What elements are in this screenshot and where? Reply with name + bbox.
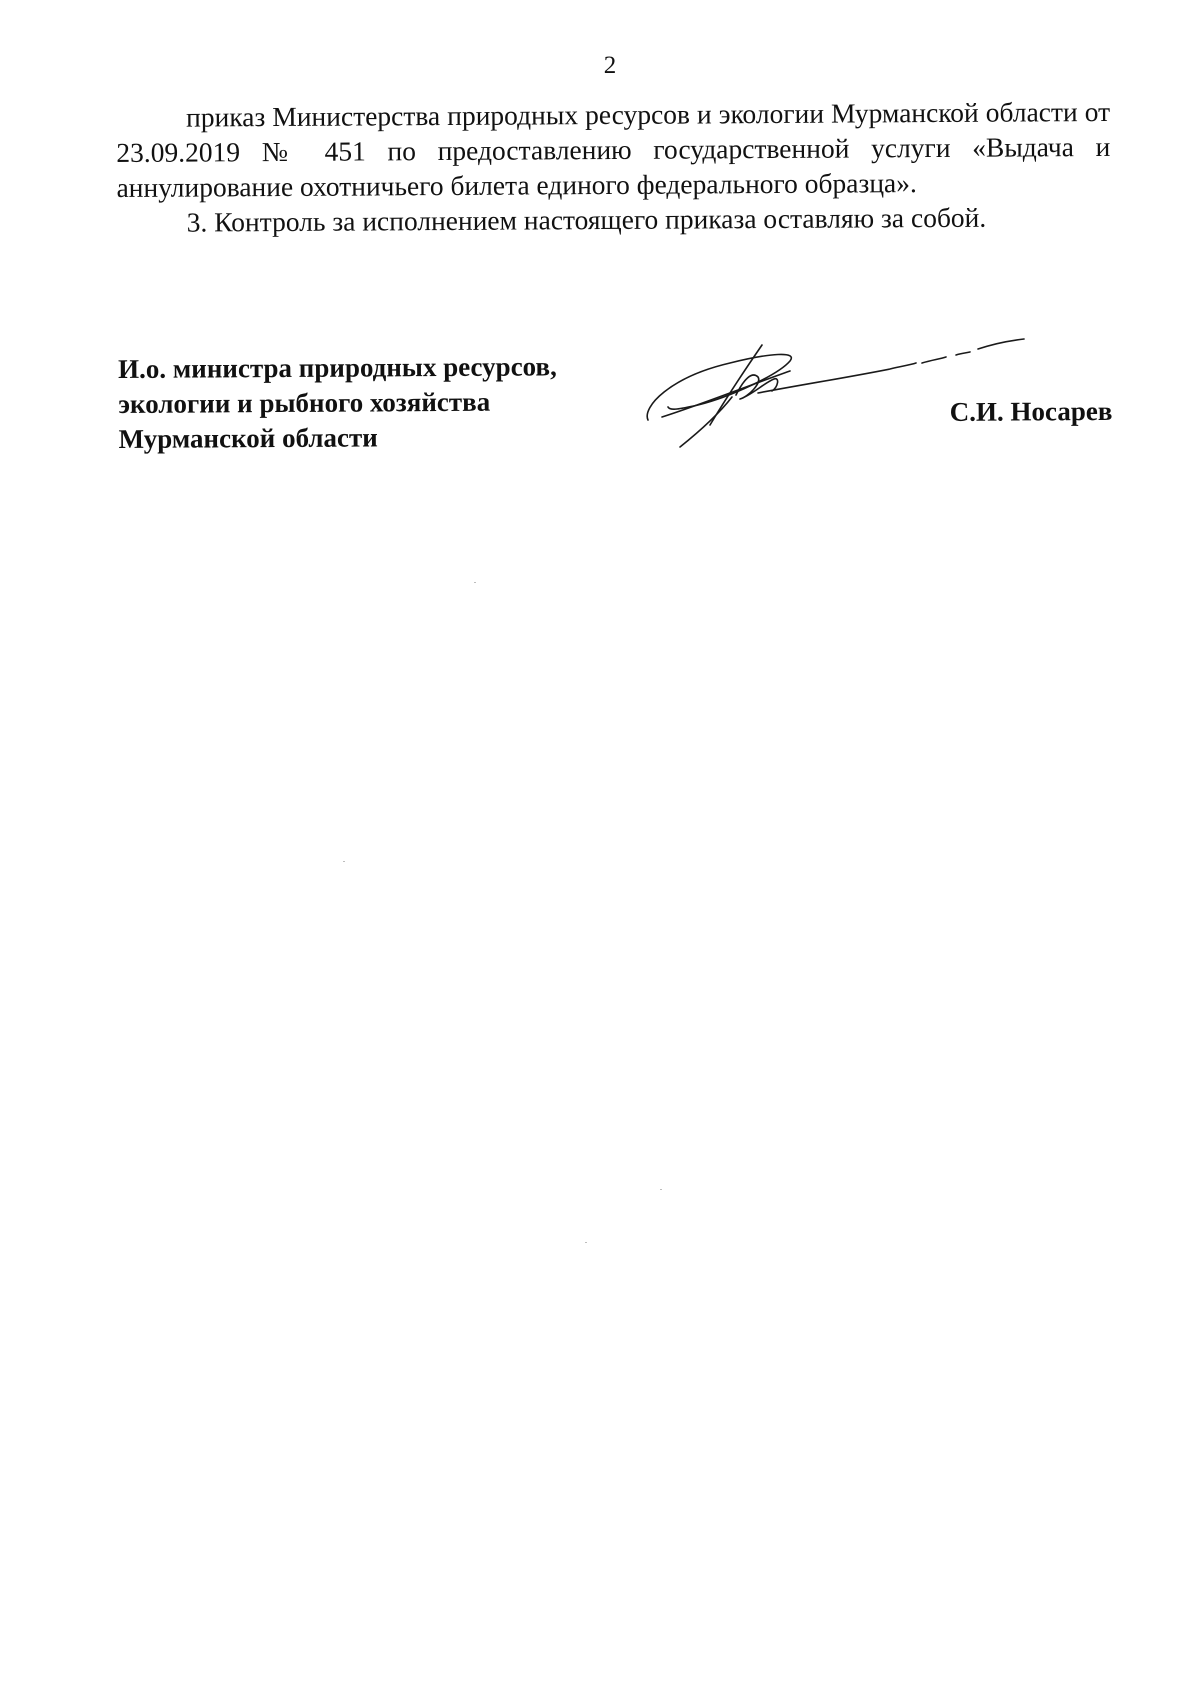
position-line-3: Мурманской области bbox=[118, 422, 378, 454]
scan-artifact bbox=[474, 582, 476, 583]
scan-artifact bbox=[660, 1189, 662, 1190]
paragraph-control-clause: 3. Контроль за исполнением настоящего приказа оставляю за собой. bbox=[186, 201, 987, 238]
position-line-2: экологии и рыбного хозяйства bbox=[118, 386, 491, 419]
document-body bbox=[116, 94, 1111, 240]
signatory-position bbox=[118, 349, 557, 457]
paragraph-order-reference: приказ Министерства природных ресурсов и экологии Мурманской области от 23.09.2019 № 451 по предоставлению государственной услуги «Выдача и аннулирование охотничьего билета единого федерального образца». bbox=[116, 95, 1111, 203]
scan-artifact bbox=[585, 1242, 587, 1243]
handwritten-signature bbox=[640, 335, 1060, 455]
position-line-1: И.о. министра природных ресурсов, bbox=[118, 351, 557, 384]
scan-artifact bbox=[343, 861, 345, 862]
signer-name: С.И. Носарев bbox=[949, 395, 1113, 427]
page-number: 2 bbox=[603, 52, 617, 79]
